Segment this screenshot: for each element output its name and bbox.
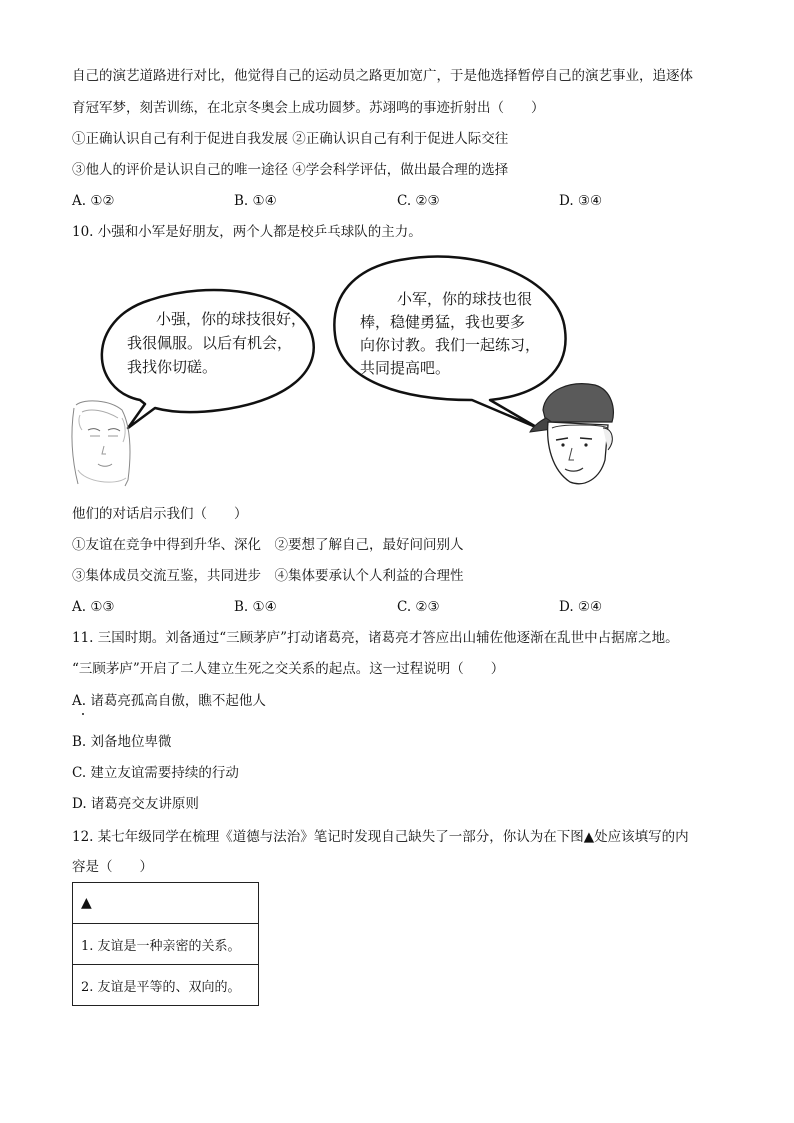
q9-text-line-2: 育冠军梦，刻苦训练，在北京冬奥会上成功圆梦。苏翊鸣的事迹折射出（ ） — [72, 100, 545, 116]
q9-text-line-1: 自己的演艺道路进行对比，他觉得自己的运动员之路更加宽广，于是他选择暂停自己的演艺事业，追逐体 — [72, 68, 693, 84]
q11-option-d: D. 诸葛亮交友讲原则 — [72, 796, 199, 812]
right-bubble-line-1: 小军，你的球技也很 — [397, 290, 533, 308]
q11-text-line-1: 11. 三国时期。刘备通过“三顾茅庐”打动诸葛亮，诸葛亮才答应出山辅佐他逐渐在乱世中占据席之地。 — [72, 630, 679, 646]
q9-statement-1: ①正确认识自己有利于促进自我发展 ②正确认识自己有利于促进人际交往 — [72, 131, 509, 147]
right-bubble-line-4: 共同提高吧。 — [360, 359, 451, 377]
q10-statement-1: ①友谊在竞争中得到升华、深化 ②要想了解自己，最好问问别人 — [72, 537, 464, 553]
left-bubble-line-2: 我很佩服。以后有机会， — [127, 334, 293, 352]
girl-character-illustration — [72, 401, 130, 486]
q9-option-b: B. ①④ — [234, 193, 277, 209]
q12-text-line-1: 12. 某七年级同学在梳理《道德与法治》笔记时发现自己缺失了一部分，你认为在下图▲处应该填写的内 — [72, 829, 689, 845]
q9-option-d: D. ③④ — [559, 193, 603, 209]
q10-option-d: D. ②④ — [559, 599, 603, 615]
right-bubble-line-3: 向你讨教。我们一起练习， — [360, 336, 541, 354]
table-row — [73, 883, 259, 924]
missing-item-triangle: ▲ — [73, 883, 259, 924]
left-bubble-line-3: 我找你切磋。 — [127, 358, 218, 376]
q11-option-c: C. 建立友谊需要持续的行动 — [72, 765, 239, 781]
right-bubble-line-2: 棒，稳健勇猛，我也要多 — [360, 313, 526, 331]
q10-stem: 10. 小强和小军是好朋友，两个人都是校乒乓球队的主力。 — [72, 224, 422, 240]
table-cell-1: 1. 友谊是一种亲密的关系。 — [73, 924, 259, 965]
q12-text-line-2: 容是（ ） — [72, 859, 153, 875]
stray-dot-mark — [82, 713, 84, 715]
q10-option-b: B. ①④ — [234, 599, 277, 615]
q10-question: 他们的对话启示我们（ ） — [72, 506, 248, 522]
q10-option-a: A. ①③ — [72, 599, 115, 615]
q10-option-c: C. ②③ — [397, 599, 440, 615]
q11-option-a: A. 诸葛亮孤高自傲，瞧不起他人 — [72, 693, 266, 709]
q9-option-a: A. ①② — [72, 193, 115, 209]
notes-table — [72, 882, 259, 1006]
q11-option-b: B. 刘备地位卑微 — [72, 734, 172, 750]
q9-option-c: C. ②③ — [397, 193, 440, 209]
q9-statement-2: ③他人的评价是认识自己的唯一途径 ④学会科学评估，做出最合理的选择 — [72, 162, 509, 178]
q11-text-line-2: “三顾茅庐”开启了二人建立生死之交关系的起点。这一过程说明（ ） — [72, 661, 505, 677]
table-row — [73, 965, 259, 1006]
left-bubble-line-1: 小强，你的球技很好， — [156, 310, 307, 328]
q10-statement-2: ③集体成员交流互鉴，共同进步 ④集体要承认个人利益的合理性 — [72, 568, 464, 584]
boy-character-illustration — [530, 384, 613, 484]
table-row — [73, 924, 259, 965]
table-cell-2: 2. 友谊是平等的、双向的。 — [73, 965, 259, 1006]
